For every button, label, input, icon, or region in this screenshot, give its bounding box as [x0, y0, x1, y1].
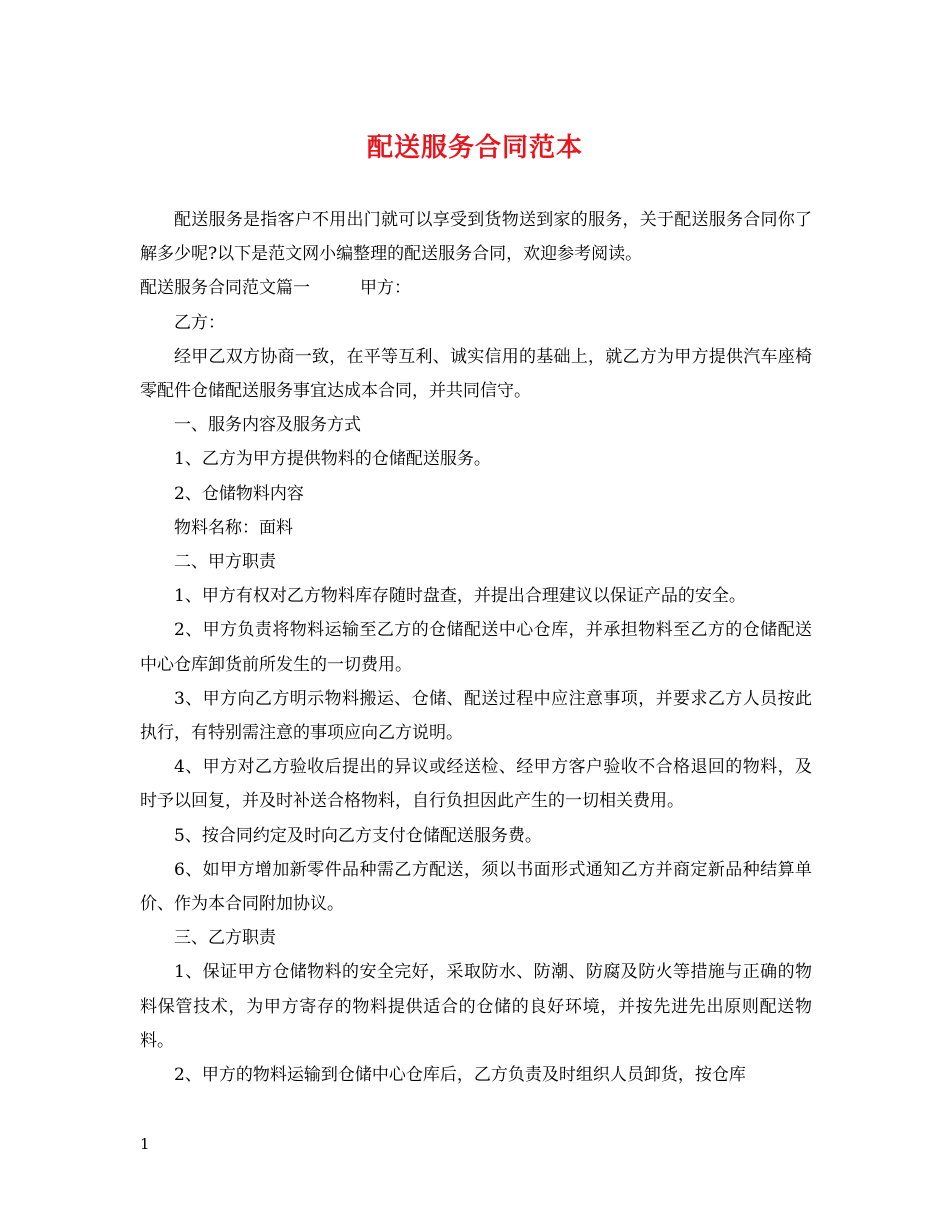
heading-service-content: 一、服务内容及服务方式	[174, 415, 361, 436]
clause-2-3: 3、甲方向乙方明示物料搬运、仓储、配送过程中应注意事项，并要求乙方人员按此执行，有特别需注意的事项应向乙方说明。	[140, 688, 812, 744]
heading-party-b-duties: 三、乙方职责	[174, 928, 276, 949]
preamble-paragraph: 经甲乙双方协商一致，在平等互利、诚实信用的基础上，就乙方为甲方提供汽车座椅零配件仓储配送服务事宜达成本合同，并共同信守。	[140, 346, 812, 402]
document-title: 配送服务合同范本	[366, 133, 583, 163]
document-body	[140, 203, 812, 1092]
party-b-label: 乙方：	[174, 312, 225, 333]
clause-2-5: 5、按合同约定及时向乙方支付仓储配送服务费。	[174, 825, 542, 846]
page-number: 1	[140, 1135, 150, 1153]
material-name: 物料名称：面料	[174, 517, 293, 538]
section-label: 配送服务合同范文篇一	[140, 278, 310, 299]
clause-2-2: 2、甲方负责将物料运输至乙方的仓储配送中心仓库，并承担物料至乙方的仓储配送中心仓库卸货前所发生的一切费用。	[140, 620, 812, 675]
clause-3-2: 2、甲方的物料运输到仓储中心仓库后，乙方负责及时组织人员卸货，按仓库	[174, 1065, 746, 1086]
clause-2-4: 4、甲方对乙方验收后提出的异议或经送检、经甲方客户验收不合格退回的物料，及时予以回复，并及时补送合格物料，自行负担因此产生的一切相关费用。	[140, 757, 812, 812]
clause-1-2: 2、仓储物料内容	[174, 483, 304, 504]
section-line	[140, 271, 812, 305]
clause-2-6: 6、如甲方增加新零件品种需乙方配送，须以书面形式通知乙方并商定新品种结算单价、作为本合同附加协议。	[140, 859, 812, 915]
clause-2-1: 1、甲方有权对乙方物料库存随时盘查，并提出合理建议以保证产品的安全。	[174, 586, 746, 607]
party-a-label: 甲方：	[360, 278, 411, 299]
heading-party-a-duties: 二、甲方职责	[174, 552, 276, 573]
clause-1-1: 1、乙方为甲方提供物料的仓储配送服务。	[174, 449, 491, 470]
intro-paragraph: 配送服务是指客户不用出门就可以享受到货物送到家的服务，关于配送服务合同你了解多少呢?以下是范文网小编整理的配送服务合同，欢迎参考阅读。	[140, 210, 812, 265]
clause-3-1: 1、保证甲方仓储物料的安全完好，采取防水、防潮、防腐及防火等措施与正确的物料保管技术，为甲方寄存的物料提供适合的仓储的良好环境，并按先进先出原则配送物料。	[140, 962, 812, 1051]
